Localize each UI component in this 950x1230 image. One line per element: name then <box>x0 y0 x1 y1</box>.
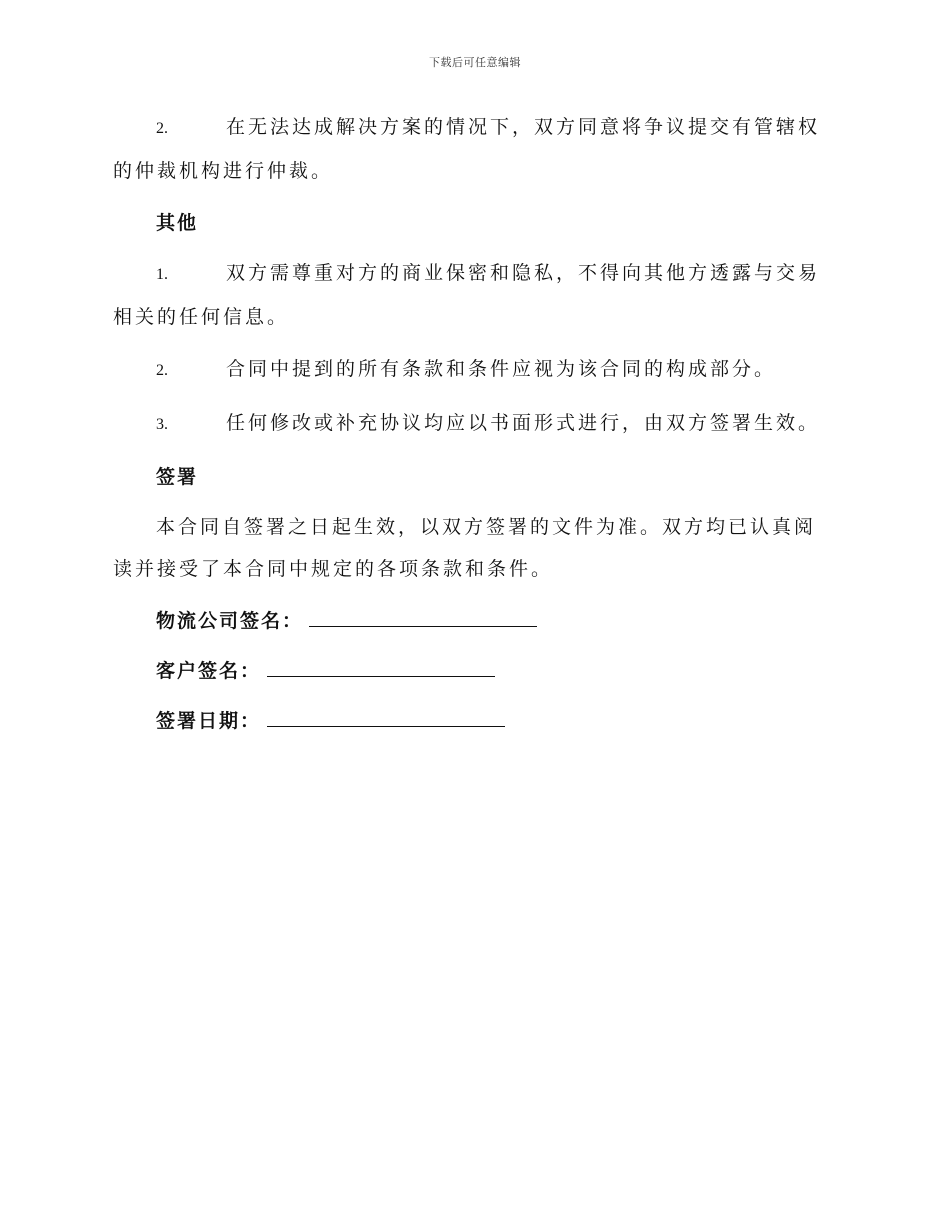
other-clause-2 <box>113 348 831 392</box>
clause-number: 1. <box>156 266 168 283</box>
section-heading-other: 其他 <box>156 212 199 234</box>
logistics-signature-line <box>113 600 831 642</box>
signing-date-blank[interactable] <box>267 704 505 727</box>
section-heading-signing: 签署 <box>156 466 199 488</box>
document-body <box>113 106 831 750</box>
clause-text: 任何修改或补充协议均应以书面形式进行，由双方签署生效。 <box>226 412 821 434</box>
customer-signature-line <box>113 650 831 692</box>
clause-number: 2. <box>156 120 168 137</box>
clause-number: 2. <box>156 362 168 379</box>
page-header: 下载后可任意编辑 <box>429 56 521 69</box>
signing-paragraph: 本合同自签署之日起生效，以双方签署的文件为准。双方均已认真阅读并接受了本合同中规定的各项条款和条件。 <box>113 516 817 580</box>
signing-date-line <box>113 700 831 742</box>
logistics-signature-label: 物流公司签名： <box>156 610 304 632</box>
clause-text: 合同中提到的所有条款和条件应视为该合同的构成部分。 <box>226 358 777 380</box>
signing-date-label: 签署日期： <box>156 710 262 732</box>
clause-text: 在无法达成解决方案的情况下，双方同意将争议提交有管辖权的仲裁机构进行仲裁。 <box>113 116 821 182</box>
other-clause-3 <box>113 402 831 446</box>
clause-text: 双方需尊重对方的商业保密和隐私，不得向其他方透露与交易相关的任何信息。 <box>113 262 821 328</box>
customer-signature-label: 客户签名： <box>156 660 262 682</box>
other-clause-1 <box>113 252 831 338</box>
customer-signature-blank[interactable] <box>267 654 495 677</box>
dispute-clause-2 <box>113 106 831 192</box>
clause-number: 3. <box>156 416 168 433</box>
logistics-signature-blank[interactable] <box>309 604 537 627</box>
